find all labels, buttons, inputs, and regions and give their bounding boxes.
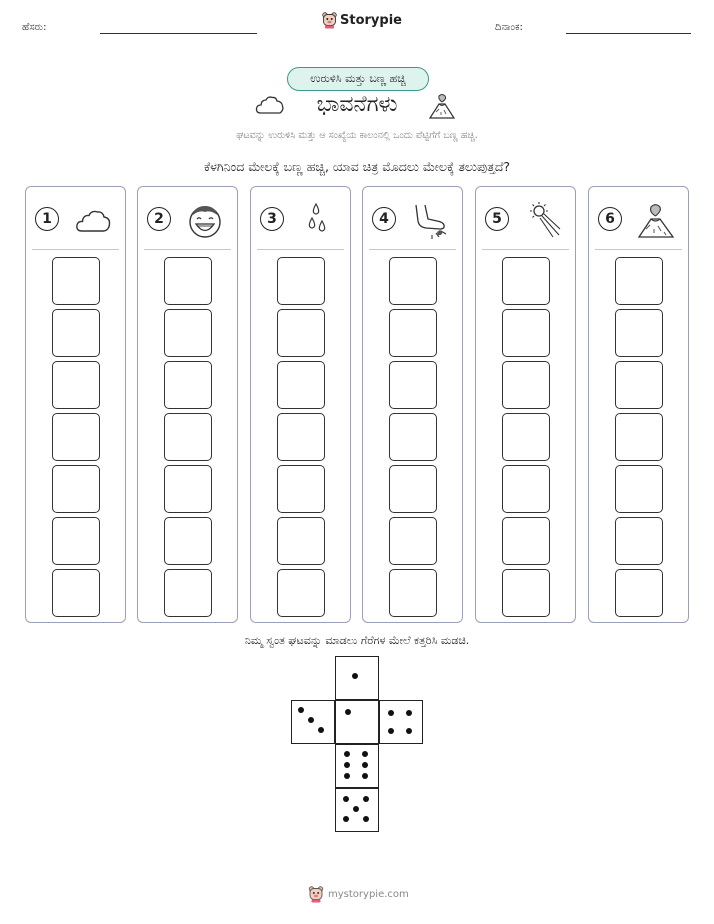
cutout-instruction: ನಿಮ್ಮ ಸ್ವಂತ ಘಟವನ್ನು ಮಾಡಲು ಗೆರೆಗಳ ಮೇಲೆ ಕತ್ತರಿಸಿ ಮಡಚಿ. [244,634,470,647]
color-box[interactable] [502,309,550,357]
color-box[interactable] [502,257,550,305]
column-divider [144,249,231,250]
color-box[interactable] [164,309,212,357]
die-pip [388,728,394,734]
color-box[interactable] [389,361,437,409]
color-box[interactable] [389,257,437,305]
die-pip [362,762,368,768]
die-pip [343,816,349,822]
name-label: ಹೆಸರು: [22,22,47,33]
brand-logo [322,12,402,29]
column-header [589,187,688,251]
color-box[interactable] [164,569,212,617]
color-box[interactable] [52,413,100,461]
die-pip [345,709,351,715]
color-box[interactable] [52,517,100,565]
brand-name: Storypie [340,13,402,28]
color-box[interactable] [615,465,663,513]
color-box[interactable] [52,309,100,357]
die-pip [362,773,368,779]
footer-url[interactable]: mystorypie.com [328,889,409,900]
color-box[interactable] [164,361,212,409]
color-box[interactable] [277,257,325,305]
stubbed-foot-icon [410,201,450,241]
tears-drops-icon [298,201,338,241]
column-number: 4 [372,207,396,231]
color-box[interactable] [389,413,437,461]
column-1 [25,186,126,623]
color-box[interactable] [502,569,550,617]
instructions-subtitle: ಘಟವನ್ನು ಉರುಳಿಸಿ ಮತ್ತು ಆ ಸಂಖ್ಯೆಯ ಕಾಲಂನಲ್ಲಿ ಒಂದು ಪೆಟ್ಟಿಗೆಗೆ ಬಣ್ಣ ಹಚ್ಚಿ. [236,130,478,141]
die-pip [344,751,350,757]
column-divider [482,249,569,250]
footer [308,886,409,903]
column-number: 3 [260,207,284,231]
die-face[interactable] [335,656,379,700]
column-header [363,187,462,251]
die-pip [388,710,394,716]
storypie-mascot-icon [322,12,337,29]
column-header [26,187,125,251]
column-6 [588,186,689,623]
color-box[interactable] [615,361,663,409]
die-pip [406,728,412,734]
die-pip [363,816,369,822]
die-pip [318,727,324,733]
column-number: 1 [35,207,59,231]
color-box[interactable] [615,309,663,357]
die-pip [353,806,359,812]
column-2 [137,186,238,623]
die-pip [406,710,412,716]
die-face[interactable] [335,788,379,832]
die-pip [344,773,350,779]
color-box[interactable] [52,257,100,305]
date-line[interactable] [566,33,691,34]
column-divider [595,249,682,250]
date-label: ದಿನಾಂಕ: [495,22,523,33]
color-box[interactable] [389,517,437,565]
die-pip [298,707,304,713]
color-box[interactable] [164,257,212,305]
column-divider [369,249,456,250]
color-box[interactable] [52,569,100,617]
color-box[interactable] [52,465,100,513]
color-box[interactable] [277,309,325,357]
column-divider [257,249,344,250]
color-box[interactable] [615,257,663,305]
die-pip [363,796,369,802]
color-box[interactable] [277,413,325,461]
storypie-mascot-icon [308,886,324,903]
column-header [251,187,350,251]
color-box[interactable] [615,569,663,617]
color-box[interactable] [502,413,550,461]
laughing-face-icon [185,201,225,241]
die-pip [344,762,350,768]
color-box[interactable] [502,361,550,409]
column-divider [32,249,119,250]
die-face[interactable] [291,700,335,744]
color-box[interactable] [389,569,437,617]
column-3 [250,186,351,623]
column-5 [475,186,576,623]
color-box[interactable] [52,361,100,409]
volcano-icon [428,92,456,120]
cloud-icon [73,201,113,241]
color-box[interactable] [277,517,325,565]
column-4 [362,186,463,623]
die-pip [308,717,314,723]
column-number: 6 [598,207,622,231]
column-header [476,187,575,251]
color-box[interactable] [164,465,212,513]
column-number: 5 [485,207,509,231]
color-box[interactable] [615,517,663,565]
die-pip [343,796,349,802]
column-number: 2 [147,207,171,231]
color-box[interactable] [277,465,325,513]
volcano-icon [636,201,676,241]
color-box[interactable] [502,465,550,513]
color-box[interactable] [277,361,325,409]
cloud-icon [255,94,285,116]
page-title: ಭಾವನೆಗಳು [316,92,398,117]
color-box[interactable] [615,413,663,461]
color-box[interactable] [502,517,550,565]
die-face[interactable] [379,700,423,744]
color-box[interactable] [164,413,212,461]
column-header [138,187,237,251]
sunshine-icon [523,201,563,241]
color-box[interactable] [389,465,437,513]
die-pip [362,751,368,757]
activity-pill: ಉರುಳಿಸಿ ಮತ್ತು ಬಣ್ಣ ಹಚ್ಚಿ [287,67,429,91]
color-box[interactable] [389,309,437,357]
question-text: ಕೆಳಗಿನಿಂದ ಮೇಲಕ್ಕೆ ಬಣ್ಣ ಹಚ್ಚಿ, ಯಾವ ಚಿತ್ರ ಮೊದಲು ಮೇಲಕ್ಕೆ ತಲುಪುತ್ತದೆ? [203,159,511,174]
die-pip [352,673,358,679]
die-face[interactable] [335,700,379,744]
die-face[interactable] [335,744,379,788]
color-box[interactable] [164,517,212,565]
color-box[interactable] [277,569,325,617]
name-line[interactable] [100,33,257,34]
